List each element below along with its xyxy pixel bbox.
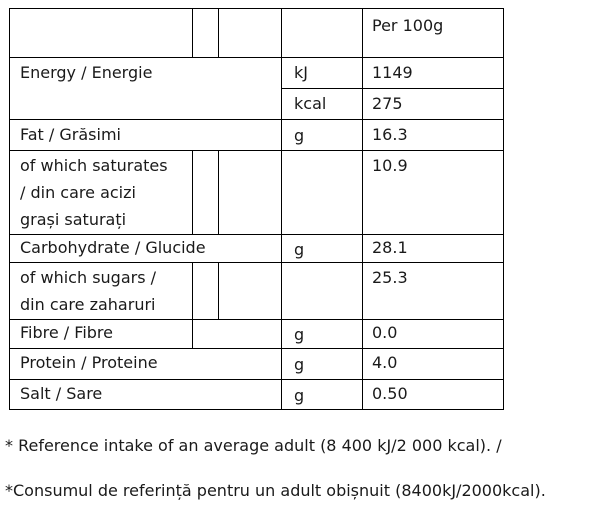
table-border-top <box>9 8 504 9</box>
salt-unit: g <box>294 386 305 405</box>
column-divider <box>362 8 363 410</box>
sugars-value: 25.3 <box>372 268 408 287</box>
per-100g-header: Per 100g <box>372 16 444 35</box>
energy-value-kcal: 275 <box>372 94 403 113</box>
fibre-unit: g <box>294 325 305 344</box>
carbohydrate-label: Carbohydrate / Glucide <box>20 238 206 257</box>
row-divider <box>9 262 504 263</box>
saturates-value: 10.9 <box>372 156 408 175</box>
table-border-right <box>503 8 504 410</box>
fibre-label: Fibre / Fibre <box>20 323 113 342</box>
energy-unit-kj: kJ <box>294 63 308 82</box>
fibre-value: 0.0 <box>372 323 398 342</box>
saturates-label-line-3: grași saturați <box>20 210 127 229</box>
sugars-label-line-1: of which sugars / <box>20 268 157 287</box>
column-divider <box>192 319 193 348</box>
table-border-left <box>9 8 10 410</box>
footnote-english: * Reference intake of an average adult (8 400 kJ/2 000 kcal). / <box>5 436 502 455</box>
energy-unit-kcal: kcal <box>294 94 327 113</box>
fat-label: Fat / Grăsimi <box>20 125 121 144</box>
salt-value: 0.50 <box>372 384 408 403</box>
column-divider <box>192 8 193 57</box>
fat-value: 16.3 <box>372 125 408 144</box>
fat-unit: g <box>294 126 305 145</box>
protein-unit: g <box>294 355 305 374</box>
row-divider <box>281 88 504 89</box>
protein-label: Protein / Proteine <box>20 353 158 372</box>
footnote-romanian: *Consumul de referință pentru un adult obișnuit (8400kJ/2000kcal). <box>5 481 546 500</box>
column-divider <box>218 8 219 57</box>
column-divider <box>218 150 219 234</box>
carbohydrate-unit: g <box>294 240 305 259</box>
column-divider <box>192 150 193 234</box>
sugars-label-line-2: din care zaharuri <box>20 295 156 314</box>
row-divider <box>9 150 504 151</box>
column-divider <box>192 262 193 319</box>
column-divider <box>218 262 219 319</box>
protein-value: 4.0 <box>372 353 398 372</box>
nutrition-table <box>9 8 504 410</box>
energy-label: Energy / Energie <box>20 63 153 82</box>
saturates-label-line-1: of which saturates <box>20 156 168 175</box>
table-border-bottom <box>9 409 504 410</box>
energy-value-kj: 1149 <box>372 63 413 82</box>
carbohydrate-value: 28.1 <box>372 238 408 257</box>
row-divider <box>9 119 504 120</box>
salt-label: Salt / Sare <box>20 384 103 403</box>
saturates-label-line-2: / din care acizi <box>20 183 136 202</box>
column-divider <box>281 8 282 410</box>
row-divider <box>9 57 504 58</box>
